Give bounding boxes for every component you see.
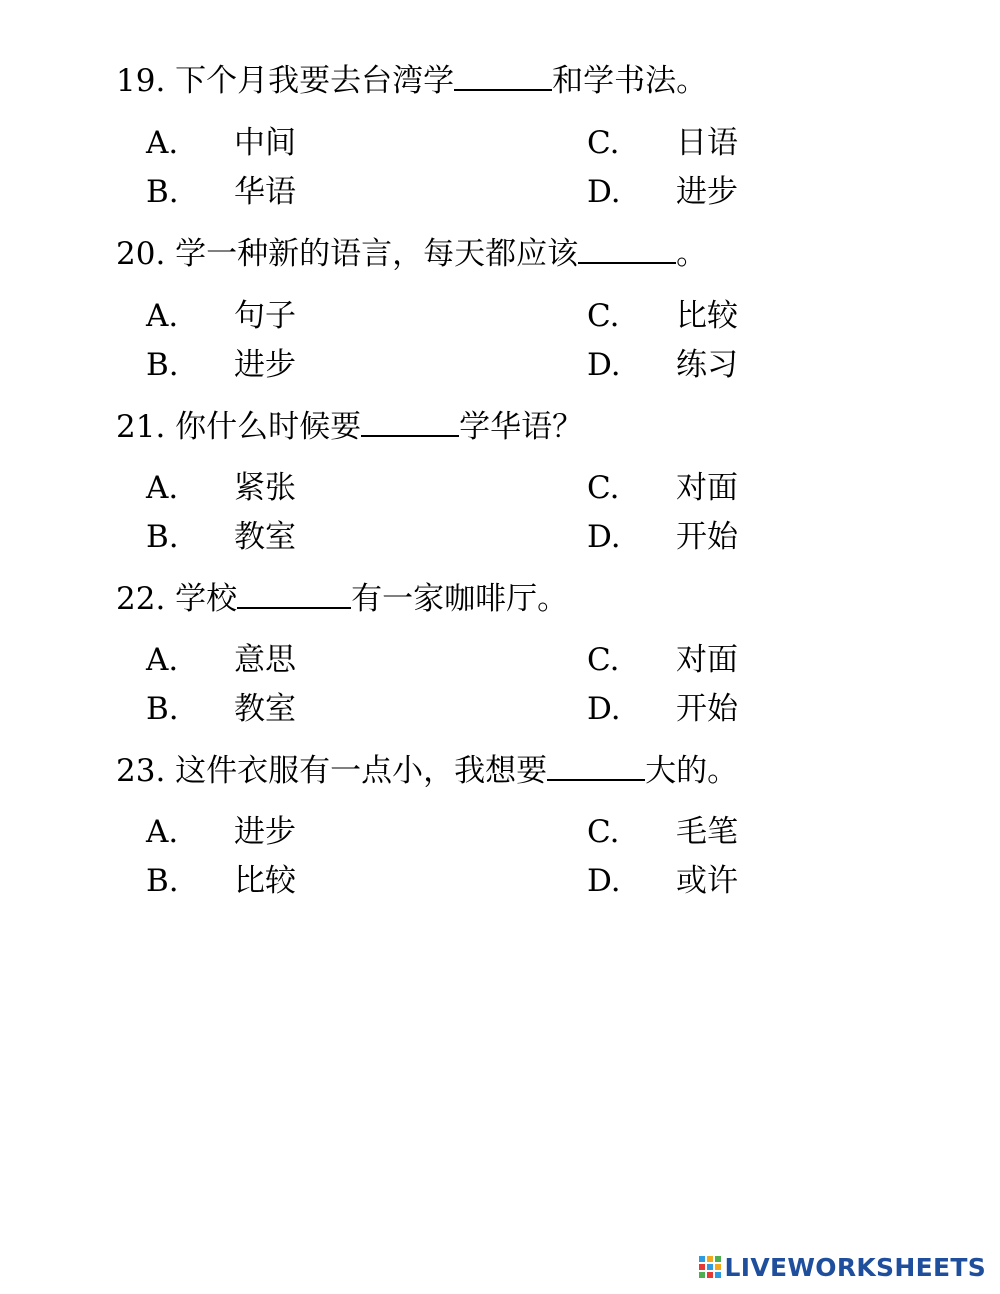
question-text-before: 学一种新的语言，每天都应该 (175, 236, 579, 272)
option-text: 中间 (234, 125, 296, 161)
answer-blank[interactable] (578, 234, 676, 264)
option-letter: B. (146, 174, 179, 210)
option-text: 教室 (234, 519, 296, 555)
logo-text: LIVEWORKSHEETS (724, 1252, 986, 1282)
option-letter: D. (587, 347, 621, 383)
question-text-before: 这件衣服有一点小，我想要 (175, 753, 548, 789)
answer-blank[interactable] (361, 407, 459, 437)
option-letter: D. (587, 863, 621, 899)
option-text: 进步 (234, 347, 296, 383)
question-22 (116, 579, 568, 619)
option-letter: C. (587, 814, 620, 850)
answer-blank[interactable] (547, 751, 645, 781)
question-number: 22. (116, 581, 166, 617)
option-letter: A. (146, 642, 179, 678)
question-19 (116, 61, 707, 101)
question-text-after: 和学书法。 (552, 63, 708, 99)
option-text: 进步 (234, 814, 296, 850)
option-letter: D. (587, 174, 621, 210)
question-text-before: 学校 (175, 581, 238, 617)
option-text: 开始 (676, 691, 738, 727)
option-text: 意思 (234, 642, 296, 678)
option-letter: C. (587, 642, 620, 678)
option-text: 比较 (234, 863, 296, 899)
answer-blank[interactable] (454, 61, 552, 91)
liveworksheets-logo-icon (698, 1255, 722, 1279)
question-text-before: 下个月我要去台湾学 (175, 63, 455, 99)
option-text: 紧张 (234, 470, 296, 506)
question-text-after: 大的。 (645, 753, 739, 789)
option-text: 对面 (676, 642, 738, 678)
option-text: 开始 (676, 519, 738, 555)
option-letter: C. (587, 470, 620, 506)
option-text: 或许 (676, 863, 738, 899)
question-text-after: 。 (676, 236, 708, 272)
option-letter: A. (146, 298, 179, 334)
question-text-after: 学华语？ (459, 409, 584, 445)
question-text-after: 有一家咖啡厅。 (351, 581, 569, 617)
option-text: 教室 (234, 691, 296, 727)
option-letter: A. (146, 125, 179, 161)
question-21 (116, 407, 583, 447)
question-number: 20. (116, 236, 166, 272)
option-letter: A. (146, 814, 179, 850)
option-letter: D. (587, 691, 621, 727)
answer-blank[interactable] (237, 579, 351, 609)
option-letter: A. (146, 470, 179, 506)
question-number: 19. (116, 63, 166, 99)
option-letter: B. (146, 863, 179, 899)
question-number: 23. (116, 753, 166, 789)
option-text: 练习 (676, 347, 738, 383)
option-letter: C. (587, 298, 620, 334)
option-letter: B. (146, 347, 179, 383)
question-number: 21. (116, 409, 166, 445)
option-text: 比较 (676, 298, 738, 334)
option-text: 日语 (676, 125, 738, 161)
question-20 (116, 234, 707, 274)
question-text-before: 你什么时候要 (175, 409, 362, 445)
option-letter: D. (587, 519, 621, 555)
question-23 (116, 751, 738, 791)
liveworksheets-logo (698, 1252, 986, 1282)
option-text: 对面 (676, 470, 738, 506)
option-text: 华语 (234, 174, 296, 210)
option-letter: B. (146, 519, 179, 555)
option-text: 句子 (234, 298, 296, 334)
option-letter: B. (146, 691, 179, 727)
option-text: 毛笔 (676, 814, 738, 850)
option-text: 进步 (676, 174, 738, 210)
option-letter: C. (587, 125, 620, 161)
